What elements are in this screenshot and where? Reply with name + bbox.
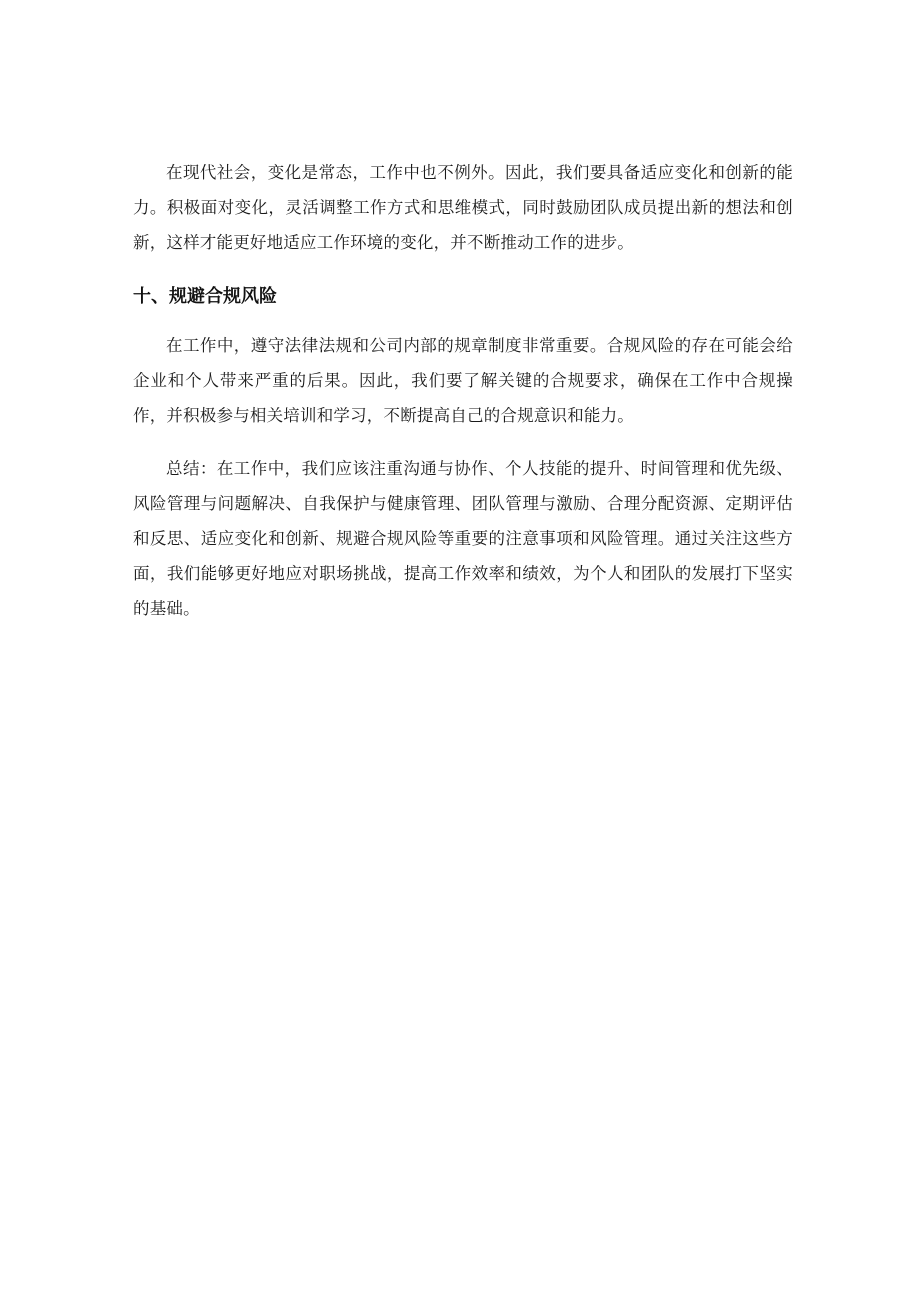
paragraph-compliance: 在工作中，遵守法律法规和公司内部的规章制度非常重要。合规风险的存在可能会给企业和个人带来严重的后果。因此，我们要了解关键的合规要求，确保在工作中合规操作，并积极参与相关培训和学习，不断提高自己的合规意识和能力。 [133,336,793,425]
paragraph-adapt-to-change: 在现代社会，变化是常态，工作中也不例外。因此，我们要具备适应变化和创新的能力。积极面对变化，灵活调整工作方式和思维模式，同时鼓励团队成员提出新的想法和创新，这样才能更好地适应工作环境的变化，并不断推动工作的进步。 [133,163,793,252]
paragraph-summary: 总结：在工作中，我们应该注重沟通与协作、个人技能的提升、时间管理和优先级、风险管理与问题解决、自我保护与健康管理、团队管理与激励、合理分配资源、定期评估和反思、适应变化和创新、规避合规风险等重要的注意事项和风险管理。通过关注这些方面，我们能够更好地应对职场挑战，提高工作效率和绩效，为个人和团队的发展打下坚实的基础。 [133,459,793,618]
paragraph-spacer [133,433,793,451]
section-heading-compliance-risk: 十、规避合规风险 [133,286,277,307]
document-body [133,155,793,626]
